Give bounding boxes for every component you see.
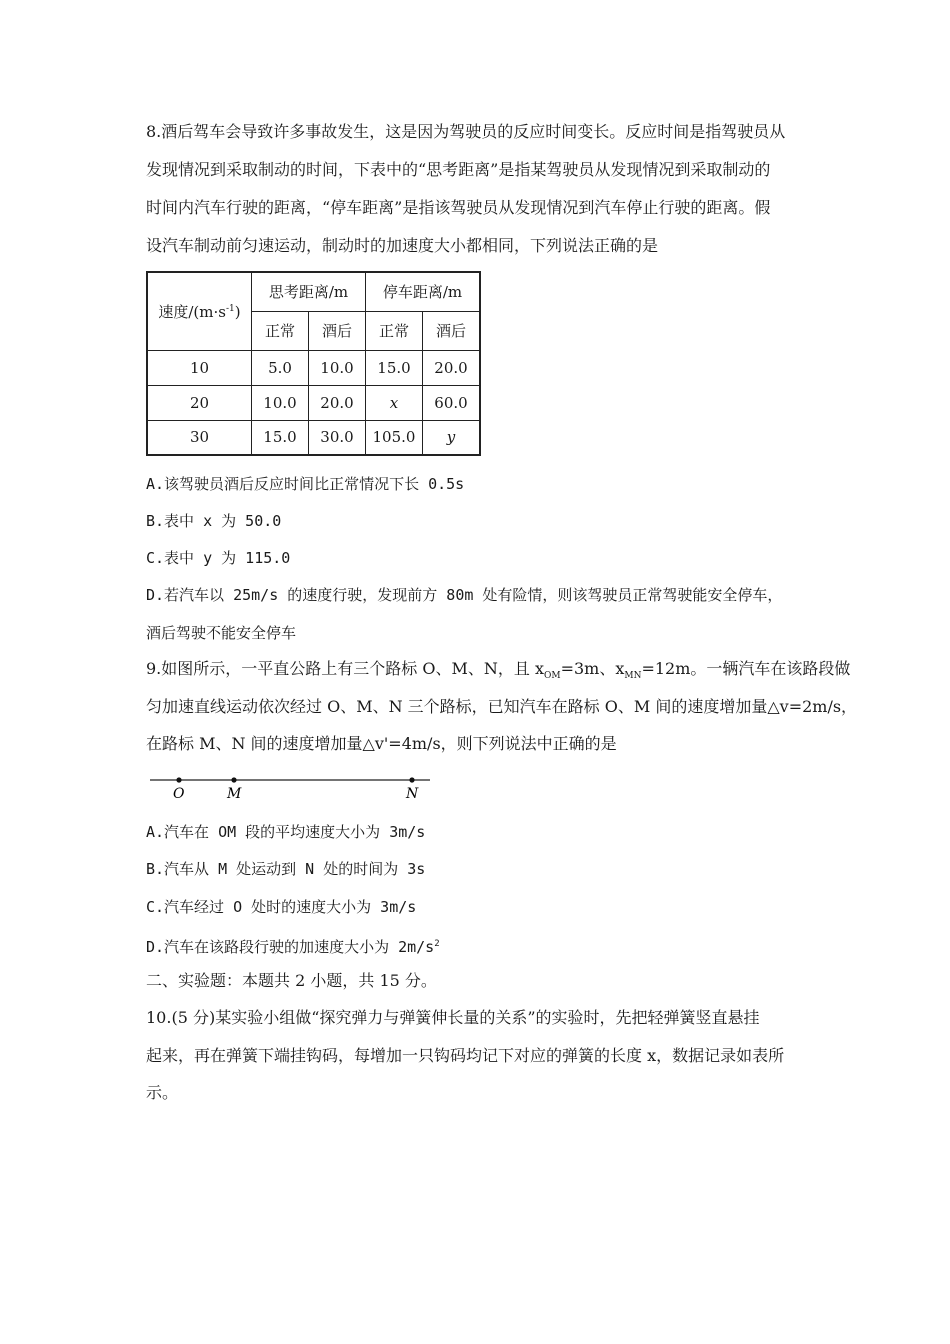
q9-option-a: A.汽车在 OM 段的平均速度大小为 3m/s: [146, 823, 426, 841]
marker-n-label: N: [406, 786, 419, 802]
table-subheader-drunk: 酒后: [309, 311, 366, 350]
table-cell: 5.0: [252, 350, 309, 385]
q9-stem-line-3: 在路标 M、N 间的速度增加量△v'=4m/s，则下列说法中正确的是: [146, 734, 617, 753]
q8-option-a: A.该驾驶员酒后反应时间比正常情况下长 0.5s: [146, 475, 465, 493]
table-cell: 20.0: [309, 385, 366, 420]
table-cell: 10.0: [309, 350, 366, 385]
q9-option-c: C.汽车经过 O 处时的速度大小为 3m/s: [146, 898, 417, 916]
section-heading-experiments: 二、实验题：本题共 2 小题，共 15 分。: [146, 971, 437, 990]
q9-option-b: B.汽车从 M 处运动到 N 处的时间为 3s: [146, 860, 426, 878]
table-cell: 10.0: [252, 385, 309, 420]
table-cell: 10: [147, 350, 252, 385]
table-row: [147, 420, 480, 455]
q8-option-d-line-2: 酒后驾驶不能安全停车: [146, 624, 297, 642]
table-cell: 30.0: [309, 420, 366, 455]
table-cell: 60.0: [423, 385, 481, 420]
table-subheader-normal: 正常: [366, 311, 423, 350]
q9-option-d: D.汽车在该路段行驶的加速度大小为 $2m/s^2$: [146, 938, 440, 956]
table-cell: 105.0: [366, 420, 423, 455]
marker-n-dot: [409, 777, 414, 782]
table-header-stop-distance: 停车距离/m: [366, 272, 481, 311]
q8-stem-line-3: 时间内汽车行驶的距离，“停车距离”是指该驾驶员从发现情况到汽车停止行驶的距离。假: [146, 198, 771, 217]
table-header-think-distance: 思考距离/m: [252, 272, 366, 311]
marker-m-label: M: [227, 786, 242, 802]
table-row: [147, 385, 480, 420]
q8-stem-line-2: 发现情况到采取制动的时间，下表中的“思考距离”是指某驾驶员从发现情况到采取制动的: [146, 160, 771, 179]
table-row: [147, 350, 480, 385]
q10-stem-line-2: 起来，再在弹簧下端挂钩码，每增加一只钩码均记下对应的弹簧的长度 x，数据记录如表所: [146, 1046, 785, 1065]
table-cell: 15.0: [366, 350, 423, 385]
table-cell: 20: [147, 385, 252, 420]
q9-stem-line-2: 匀加速直线运动依次经过 O、M、N 三个路标，已知汽车在路标 O、M 间的速度增加量△v=2m/s，: [146, 697, 858, 716]
q8-data-table: [146, 271, 481, 456]
q8-option-b: B.表中 x 为 50.0: [146, 512, 282, 530]
table-header-speed: 速度$/(m\cdot s^{-1})$: [147, 272, 252, 350]
marker-m-dot: [231, 777, 236, 782]
q8-stem-line-1: 8.酒后驾车会导致许多事故发生，这是因为驾驶员的反应时间变长。反应时间是指驾驶员从: [146, 122, 786, 141]
road-figure: [146, 770, 436, 806]
marker-o-label: O: [173, 786, 185, 802]
table-cell: 15.0: [252, 420, 309, 455]
marker-o-dot: [176, 777, 181, 782]
table-subheader-drunk: 酒后: [423, 311, 481, 350]
q8-option-c: C.表中 y 为 115.0: [146, 549, 291, 567]
q10-stem-line-1: 10.(5 分)某实验小组做“探究弹力与弹簧伸长量的关系”的实验时，先把轻弹簧竖直悬挂: [146, 1008, 760, 1027]
table-cell: 20.0: [423, 350, 481, 385]
q8-option-d-line-1: D.若汽车以 25m/s 的速度行驶，发现前方 80m 处有险情，则该驾驶员正常驾驶能安全停车，: [146, 586, 783, 604]
q9-stem-line-1: 9.如图所示，一平直公路上有三个路标 O、M、N，且 $x_{OM}=3m$、$x_{MN}=12m$。一辆汽车在该路段做: [146, 659, 851, 682]
table-subheader-normal: 正常: [252, 311, 309, 350]
q10-stem-line-3: 示。: [146, 1083, 179, 1102]
table-cell: 30: [147, 420, 252, 455]
table-cell-unknown-x: x: [366, 385, 423, 420]
table-cell-unknown-y: y: [423, 420, 481, 455]
q8-stem-line-4: 设汽车制动前匀速运动，制动时的加速度大小都相同，下列说法正确的是: [146, 236, 659, 255]
